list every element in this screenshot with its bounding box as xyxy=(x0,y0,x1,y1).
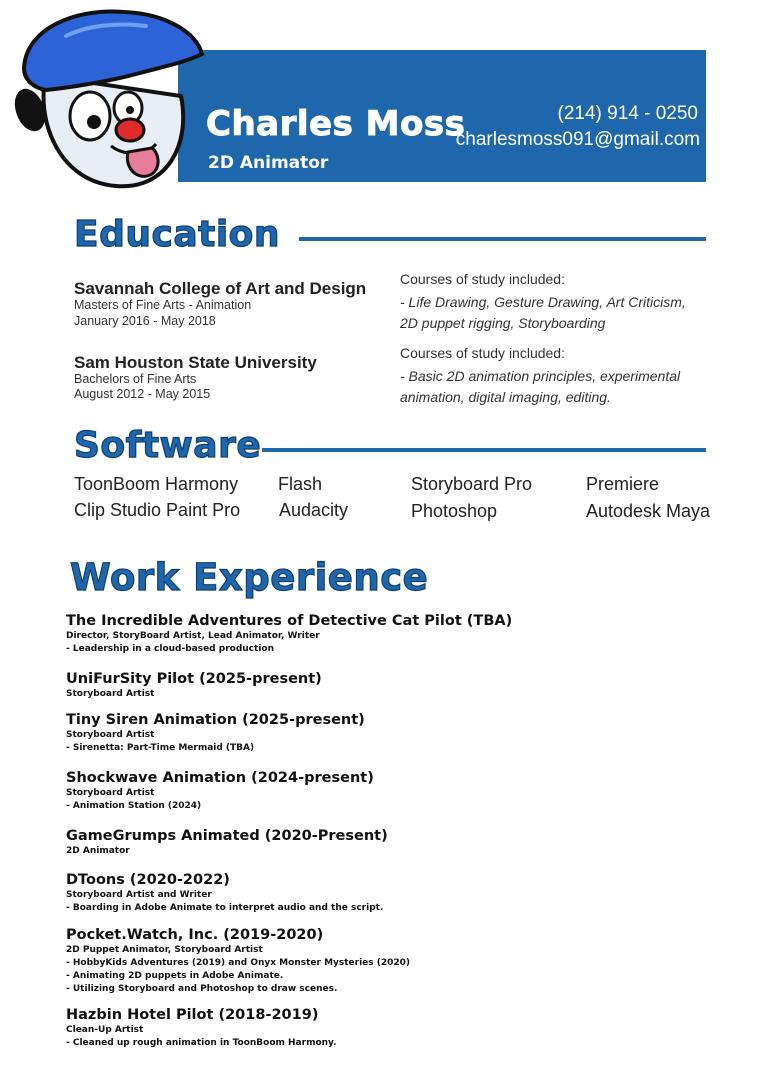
job-detail: - Animation Station (2024) xyxy=(66,801,202,811)
job-entry xyxy=(66,769,706,813)
courses-list: - Life Drawing, Gesture Drawing, Art Criticism, 2D puppet rigging, Storyboarding xyxy=(400,294,686,331)
job-detail: - HobbyKids Adventures (2019) and Onyx Monster Mysteries (2020) xyxy=(66,958,411,968)
school-name: Savannah College of Art and Design xyxy=(74,279,367,298)
job-detail: - Utilizing Storyboard and Photoshop to draw scenes. xyxy=(66,984,338,994)
courses-heading: Courses of study included: xyxy=(400,271,565,287)
resume-name: Charles Moss xyxy=(206,104,466,144)
software-item: Photoshop xyxy=(411,501,498,521)
email-address: charlesmoss091@gmail.com xyxy=(455,129,700,150)
job-detail: - Cleaned up rough animation in ToonBoom Harmony. xyxy=(66,1038,337,1048)
job-detail: - Animating 2D puppets in Adobe Animate. xyxy=(66,971,284,981)
software-item: Premiere xyxy=(586,474,660,494)
job-entry xyxy=(66,926,706,996)
job-detail: - Leadership in a cloud-based production xyxy=(66,644,274,654)
software-item: Clip Studio Paint Pro xyxy=(74,500,241,520)
school-name: Sam Houston State University xyxy=(74,353,317,372)
job-detail: - Boarding in Adobe Animate to interpret audio and the script. xyxy=(66,903,384,913)
school-degree: Masters of Fine Arts - Animation xyxy=(74,298,252,312)
job-detail: Director, StoryBoard Artist, Lead Animator, Writer xyxy=(66,631,320,641)
education-heading: Education xyxy=(74,214,281,255)
software-item: Audacity xyxy=(279,500,349,520)
education-divider xyxy=(299,237,706,241)
job-detail: Storyboard Artist xyxy=(66,730,155,740)
job-detail: Storyboard Artist xyxy=(66,788,155,798)
job-title: Pocket.Watch, Inc. (2019-2020) xyxy=(66,927,324,943)
resume-role: 2D Animator xyxy=(208,153,329,173)
job-entry xyxy=(66,871,706,915)
job-entry xyxy=(66,612,706,656)
job-title: UniFurSity Pilot (2025-present) xyxy=(66,671,322,687)
job-title: GameGrumps Animated (2020-Present) xyxy=(66,828,388,844)
work-experience-heading: Work Experience xyxy=(70,556,429,599)
job-detail: Storyboard Artist and Writer xyxy=(66,890,212,900)
job-detail: Storyboard Artist xyxy=(66,689,155,699)
school-dates: August 2012 - May 2015 xyxy=(74,387,211,401)
job-title: The Incredible Adventures of Detective Cat Pilot (TBA) xyxy=(66,613,513,629)
courses-heading: Courses of study included: xyxy=(400,345,565,361)
job-detail: 2D Animator xyxy=(66,846,130,856)
cartoon-dog-face-icon xyxy=(6,6,206,206)
software-item: Flash xyxy=(278,474,323,494)
job-detail: Clean-Up Artist xyxy=(66,1025,144,1035)
software-divider xyxy=(262,448,706,452)
job-title: Shockwave Animation (2024-present) xyxy=(66,770,374,786)
job-detail: - Sirenetta: Part-Time Mermaid (TBA) xyxy=(66,743,255,753)
job-title: Tiny Siren Animation (2025-present) xyxy=(66,712,365,728)
phone-number: (214) 914 - 0250 xyxy=(557,103,698,124)
job-detail: 2D Puppet Animator, Storyboard Artist xyxy=(66,945,263,955)
job-entry xyxy=(66,711,706,755)
courses-list: - Basic 2D animation principles, experimental animation, digital imaging, editing. xyxy=(400,368,681,405)
job-title: DToons (2020-2022) xyxy=(66,872,230,888)
software-item: Autodesk Maya xyxy=(586,501,711,521)
job-entry xyxy=(66,827,706,858)
software-heading: Software xyxy=(74,425,262,466)
job-entry xyxy=(66,1006,706,1050)
school-degree: Bachelors of Fine Arts xyxy=(74,372,197,386)
job-entry xyxy=(66,670,706,701)
job-title: Hazbin Hotel Pilot (2018-2019) xyxy=(66,1007,319,1023)
school-dates: January 2016 - May 2018 xyxy=(74,314,216,328)
software-item: Storyboard Pro xyxy=(411,474,533,494)
software-item: ToonBoom Harmony xyxy=(74,474,239,494)
